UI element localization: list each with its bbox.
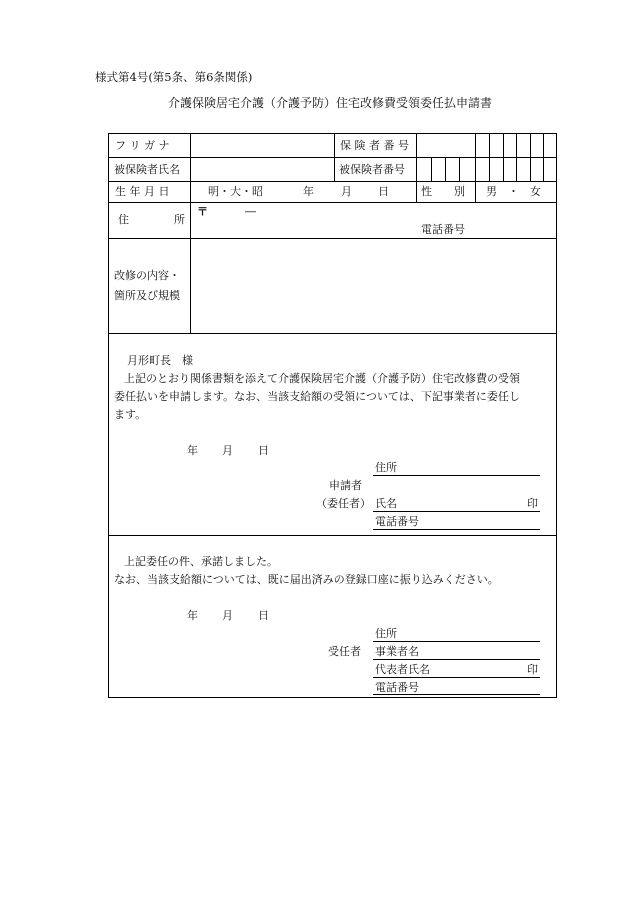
furigana-label: フ リ ガ ナ — [115, 139, 170, 152]
renovation-label-line-2: 箇所及び規模 — [114, 289, 180, 302]
acceptance-date-month: 月 — [222, 609, 233, 622]
digit-box-divider — [543, 157, 544, 181]
column-divider — [475, 181, 476, 202]
digit-box-divider — [459, 157, 460, 181]
acceptor-address-label: 住所 — [375, 627, 397, 640]
postal-mark: 〒 — [197, 205, 208, 218]
addressee: 月形町長 様 — [127, 354, 193, 367]
section-divider — [108, 535, 557, 536]
digit-box-divider — [516, 157, 517, 181]
applicant-address-line — [373, 475, 540, 476]
applicant-name-line — [373, 511, 540, 512]
acceptor-seal-mark: 印 — [527, 663, 538, 676]
label-column-divider — [190, 133, 191, 333]
acceptance-date-year: 年 — [187, 609, 198, 622]
acceptor-phone-line — [373, 694, 540, 695]
row-divider — [108, 238, 557, 239]
applicant-address-label: 住所 — [375, 461, 397, 474]
applicant-phone-label: 電話番号 — [375, 515, 419, 528]
acceptor-address-line — [373, 641, 540, 642]
request-date-month: 月 — [222, 444, 233, 457]
birth-day-label: 日 — [378, 185, 389, 198]
hihokensha-bango-label: 被保険者番号 — [339, 163, 405, 176]
business-name-line — [373, 659, 540, 660]
digit-box-divider — [530, 157, 531, 181]
business-name-label: 事業者名 — [375, 645, 419, 658]
era-options: 明・大・昭 — [208, 185, 263, 198]
acceptor-label: 受任者 — [328, 645, 361, 658]
column-divider — [416, 133, 417, 181]
request-body-line-1: 上記のとおり関係書類を添えて介護保険居宅介護（介護予防）住宅改修費の受領 — [124, 372, 520, 385]
row-divider — [108, 202, 557, 203]
hihokensha-name-label: 被保険者氏名 — [114, 163, 180, 176]
applicant-name-label: 氏名 — [375, 497, 397, 510]
digit-box-divider — [475, 157, 476, 181]
phone-label: 電話番号 — [421, 223, 465, 236]
birth-month-label: 月 — [341, 185, 352, 198]
digit-box-divider — [516, 133, 517, 157]
gender-options: 男 ・ 女 — [486, 185, 541, 198]
digit-box-divider — [543, 133, 544, 157]
row-divider — [108, 333, 557, 334]
request-date-year: 年 — [187, 444, 198, 457]
digit-box-divider — [431, 157, 432, 181]
address-label-first: 住 — [118, 213, 129, 226]
postal-dash: ― — [245, 205, 256, 218]
gender-label: 性 別 — [421, 185, 465, 198]
digit-box-divider — [475, 133, 476, 157]
digit-box-divider — [445, 157, 446, 181]
birth-year-label: 年 — [303, 185, 314, 198]
renovation-label-line-1: 改修の内容・ — [114, 269, 180, 282]
form-number: 様式第4号(第5条、第6条関係) — [95, 70, 253, 84]
acceptor-phone-label: 電話番号 — [375, 681, 419, 694]
digit-box-divider — [503, 157, 504, 181]
digit-box-divider — [489, 157, 490, 181]
representative-name-label: 代表者氏名 — [375, 663, 430, 676]
request-body-line-2: 委任払いを申請します。なお、当該支給額の受領については、下記事業者に委任し — [114, 390, 520, 403]
acceptance-line-1: 上記委任の件、承諾しました。 — [124, 555, 278, 568]
representative-name-line — [373, 677, 540, 678]
request-body-line-3: ます。 — [114, 408, 147, 421]
digit-box-divider — [503, 133, 504, 157]
digit-box-divider — [489, 133, 490, 157]
column-divider — [416, 181, 417, 202]
request-date-day: 日 — [258, 444, 269, 457]
applicant-seal-mark: 印 — [527, 497, 538, 510]
address-label-second: 所 — [174, 213, 185, 226]
digit-box-divider — [530, 133, 531, 157]
applicant-label: 申請者 — [329, 479, 362, 492]
hokensha-bango-label: 保 険 者 番 号 — [340, 139, 409, 152]
row-divider — [108, 181, 557, 182]
birth-date-label: 生 年 月 日 — [115, 185, 170, 198]
delegator-label: （委任者） — [316, 497, 371, 510]
applicant-phone-line — [373, 529, 540, 530]
document-title: 介護保険居宅介護（介護予防）住宅改修費受領委任払申請書 — [168, 96, 493, 110]
column-divider — [334, 133, 335, 181]
acceptance-date-day: 日 — [258, 609, 269, 622]
acceptance-line-2: なお、当該支給額については、既に届出済みの登録口座に振り込みください。 — [114, 573, 499, 586]
